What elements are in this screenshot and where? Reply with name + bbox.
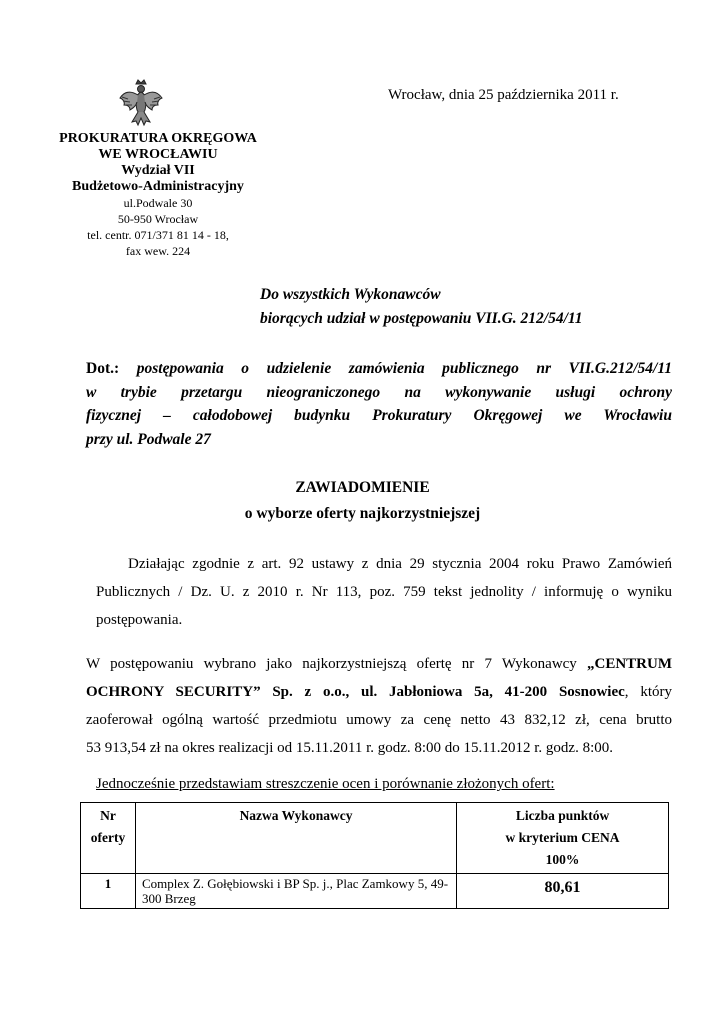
office-header [40, 131, 276, 259]
subject-line3: fizycznej – całodobowej budynku Prokuratury Okręgowej we Wrocławiu [86, 407, 672, 425]
row-offer-number: 1 [81, 874, 136, 909]
paragraph2-line4: 53 913,54 zł na okres realizacji od 15.11.2011 r. godz. 8:00 do 15.11.2012 r. godz. 8:00. [86, 740, 613, 756]
paragraph-selected-offer [86, 650, 672, 762]
paragraph-legal-basis [96, 550, 672, 634]
office-division: Budżetowo-Administracyjny [72, 179, 244, 194]
office-name-line2: WE WROCŁAWIU [98, 147, 218, 162]
header-points [457, 803, 669, 874]
header-points-line2: w kryterium CENA [505, 830, 620, 845]
header-points-line1: Liczba punktów [515, 808, 610, 823]
table-header-row [81, 803, 669, 874]
header-contractor-name: Nazwa Wykonawcy [135, 803, 456, 874]
paragraph2-line1a: W postępowaniu wybrano jako najkorzystniejszą ofertę nr 7 Wykonawcy [86, 656, 587, 672]
subject-line2: w trybie przetargu nieograniczonego na wykonywanie usługi ochrony [86, 383, 672, 401]
office-phone: tel. centr. 071/371 81 14 - 18, [87, 228, 229, 242]
notice-title: ZAWIADOMIENIE [295, 479, 430, 496]
paragraph2-contractor-name: OCHRONY SECURITY” Sp. z o.o., ul. Jabłoniowa 5a, 41-200 Sosnowiec [86, 684, 625, 700]
header-nr-line2: oferty [90, 830, 126, 845]
row-contractor-name: Complex Z. Gołębiowski i BP Sp. j., Plac Zamkowy 5, 49-300 Brzeg [135, 874, 456, 909]
addressee-block [260, 283, 583, 331]
table-row [81, 874, 669, 909]
office-street: ul.Podwale 30 [123, 196, 193, 210]
header-offer-number [81, 803, 136, 874]
office-department: Wydział VII [121, 163, 195, 178]
office-fax: fax wew. 224 [125, 244, 191, 258]
addressee-line2: biorących udział w postępowaniu VII.G. 212/54/11 [260, 310, 583, 327]
header-points-line3: 100% [545, 852, 580, 867]
notice-subtitle: o wyborze oferty najkorzystniejszej [244, 505, 481, 522]
paragraph2-contractor-start: „CENTRUM [587, 656, 672, 672]
office-name-line1: PROKURATURA OKRĘGOWA [59, 131, 257, 146]
document-date: Wrocław, dnia 25 października 2011 r. [388, 87, 619, 103]
header-nr-line1: Nr [100, 808, 116, 823]
paragraph2-line2b: , który [624, 684, 672, 700]
paragraph2-line3: zaoferował ogólną wartość przedmiotu umowy za cenę netto 43 832,12 zł, cena brutto [86, 712, 672, 728]
paragraph1-line3: postępowania. [96, 612, 183, 628]
paragraph1-line2: Publicznych / Dz. U. z 2010 r. Nr 113, poz. 759 tekst jednolity / informuję o wyniku [96, 584, 672, 600]
subject-label: Dot.: [86, 360, 120, 377]
subject-line1: postępowania o udzielenie zamówienia publicznego nr VII.G.212/54/11 [119, 360, 672, 377]
office-city: 50-950 Wrocław [117, 212, 199, 226]
table-intro: Jednocześnie przedstawiam streszczenie ocen i porównanie złożonych ofert: [96, 776, 555, 792]
eagle-emblem-icon [118, 78, 164, 128]
paragraph1-line1: Działając zgodnie z art. 92 ustawy z dnia 29 stycznia 2004 roku Prawo Zamówień [128, 556, 672, 572]
subject-block [86, 357, 672, 451]
row-points: 80,61 [457, 874, 669, 909]
subject-line4: przy ul. Podwale 27 [86, 430, 211, 448]
addressee-line1: Do wszystkich Wykonawców [260, 286, 441, 303]
offers-table [80, 802, 669, 909]
